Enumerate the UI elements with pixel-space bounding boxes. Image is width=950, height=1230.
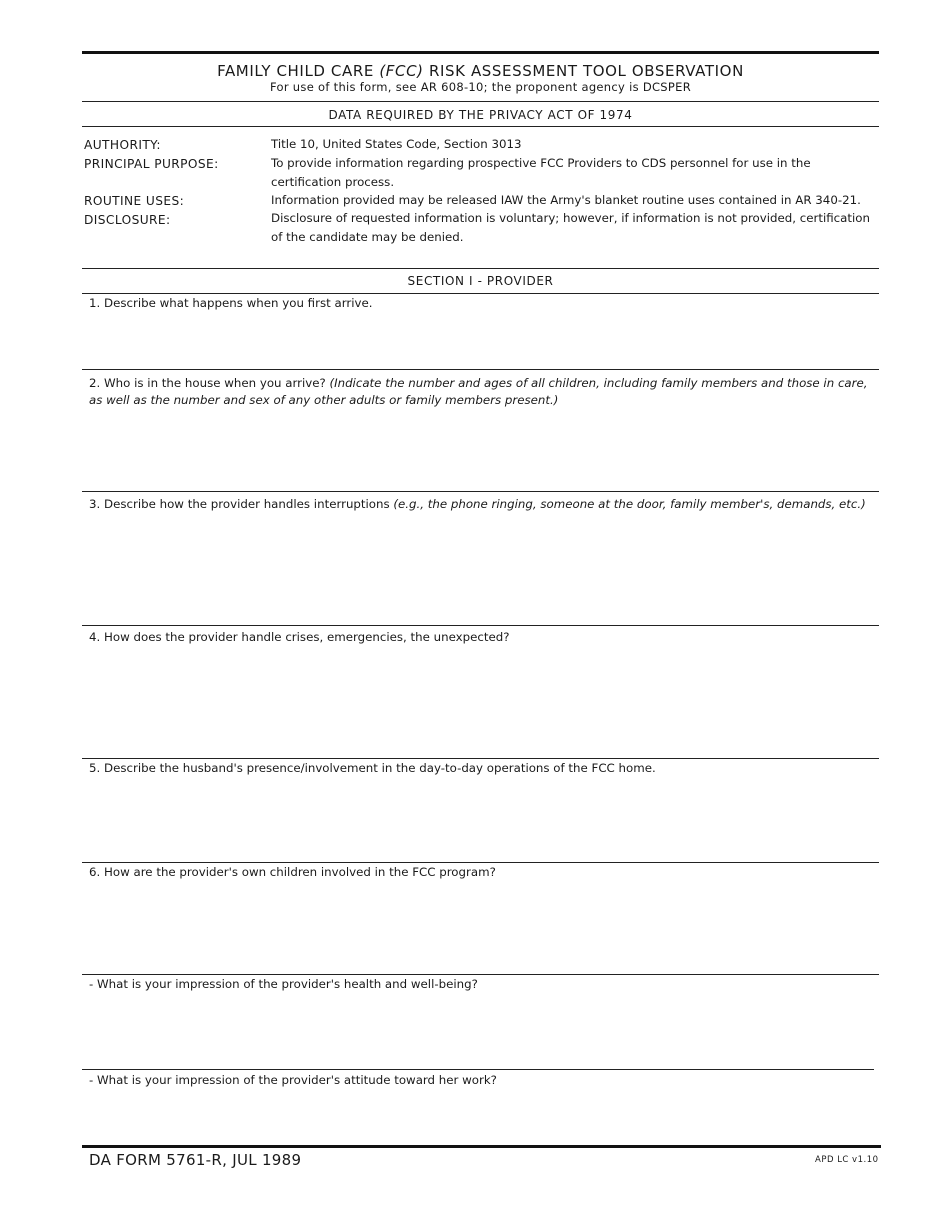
answer-divider bbox=[82, 758, 879, 759]
section-heading: SECTION I - PROVIDER bbox=[407, 274, 554, 288]
bottom-border bbox=[82, 1145, 881, 1148]
authority-value: Title 10, United States Code, Section 3013 bbox=[271, 137, 522, 151]
routine-uses-value: Information provided may be released IAW the Army's blanket routine uses contained in AR 340-21. bbox=[271, 193, 861, 207]
question-health[interactable]: - What is your impression of the provider's health and well-being? bbox=[89, 977, 478, 991]
disclosure-value: Disclosure of requested information is voluntary; however, if information is not provided, certification of the candidate may be denied. bbox=[271, 211, 870, 244]
top-border bbox=[82, 51, 879, 54]
form-subtitle: For use of this form, see AR 608-10; the proponent agency is DCSPER bbox=[269, 80, 692, 94]
authority-label: AUTHORITY: bbox=[84, 138, 161, 152]
divider bbox=[82, 293, 879, 294]
question-5[interactable]: 5. Describe the husband's presence/involvement in the day-to-day operations of the FCC home. bbox=[89, 761, 656, 775]
answer-divider bbox=[82, 369, 879, 370]
question-4[interactable]: 4. How does the provider handle crises, emergencies, the unexpected? bbox=[89, 630, 510, 644]
answer-divider bbox=[82, 862, 879, 863]
privacy-heading: DATA REQUIRED BY THE PRIVACY ACT OF 1974 bbox=[328, 108, 633, 122]
question-6[interactable]: 6. How are the provider's own children involved in the FCC program? bbox=[89, 865, 496, 879]
purpose-value: To provide information regarding prospective FCC Providers to CDS personnel for use in the certification process. bbox=[271, 156, 811, 189]
purpose-label: PRINCIPAL PURPOSE: bbox=[84, 157, 219, 171]
form-number: DA FORM 5761-R, JUL 1989 bbox=[89, 1151, 302, 1169]
question-2[interactable]: 2. Who is in the house when you arrive? (Indicate the number and ages of all children, including family members and those in care, as well as the number and sex of any other adults or family members present.) bbox=[89, 376, 868, 407]
answer-divider bbox=[82, 625, 879, 626]
question-1[interactable]: 1. Describe what happens when you first arrive. bbox=[89, 296, 373, 310]
answer-divider bbox=[82, 491, 879, 492]
disclosure-label: DISCLOSURE: bbox=[84, 213, 171, 227]
version-label: APD LC v1.10 bbox=[815, 1155, 879, 1165]
divider bbox=[82, 101, 879, 102]
form-title: FAMILY CHILD CARE (FCC) RISK ASSESSMENT TOOL OBSERVATION bbox=[217, 62, 744, 80]
answer-divider bbox=[82, 1069, 874, 1070]
divider bbox=[82, 126, 879, 127]
answer-divider bbox=[82, 974, 879, 975]
routine-uses-label: ROUTINE USES: bbox=[84, 194, 185, 208]
divider bbox=[82, 268, 879, 269]
question-attitude[interactable]: - What is your impression of the provider's attitude toward her work? bbox=[89, 1073, 497, 1087]
question-3[interactable]: 3. Describe how the provider handles interruptions (e.g., the phone ringing, someone at the door, family member's, demands, etc.) bbox=[89, 497, 866, 511]
